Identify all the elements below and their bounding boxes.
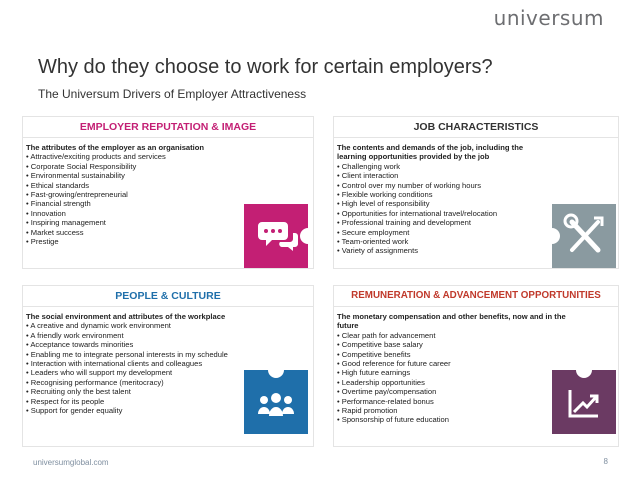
people-group-icon (244, 370, 308, 434)
list-item: • Leadership opportunities (337, 377, 425, 387)
universum-logo: universum (493, 6, 604, 30)
list-item: • Team-oriented work (337, 237, 409, 247)
list-item: • Interaction with international clients and colleagues (26, 359, 203, 369)
list-item: • Variety of assignments (337, 246, 419, 256)
page-title: Why do they choose to work for certain employers? (38, 56, 493, 78)
panel-lead: The monetary compensation and other benefits, now and in the future (337, 312, 566, 331)
list-item: • Attractive/exciting products and services (26, 152, 166, 162)
list-item: • Performance-related bonus (337, 396, 434, 406)
list-item: • Competitive base salary (337, 340, 423, 350)
page-number: 8 (603, 457, 608, 466)
panel-heading: JOB CHARACTERISTICS (334, 117, 618, 138)
list-item: • Inspiring management (26, 218, 106, 228)
list-item: • Recognising performance (meritocracy) (26, 377, 164, 387)
list-item: • Environmental sustainability (26, 171, 125, 181)
list-item: • Overtime pay/compensation (337, 387, 437, 397)
list-item: • A friendly work environment (26, 330, 124, 340)
list-item: • High future earnings (337, 368, 411, 378)
panel-lead: The social environment and attributes of the workplace (26, 312, 226, 321)
list-item: • Prestige (26, 237, 59, 247)
speech-bubbles-icon (244, 204, 308, 268)
list-item: • Recruiting only the best talent (26, 387, 131, 397)
list-item: • Ethical standards (26, 180, 90, 190)
list-item: • Secure employment (337, 227, 410, 237)
list-item: • Opportunities for international travel/relocation (337, 208, 498, 218)
growth-chart-icon (552, 370, 616, 434)
footer-site: universumglobal.com (33, 458, 109, 467)
list-item: • Rapid promotion (337, 406, 398, 416)
list-item: • Enabling me to integrate personal interests in my schedule (26, 349, 228, 359)
list-item: • A creative and dynamic work environment (26, 321, 171, 331)
page-subtitle: The Universum Drivers of Employer Attractiveness (38, 87, 307, 101)
list-item: • Support for gender equality (26, 406, 123, 416)
list-item: • High level of responsibility (337, 199, 430, 209)
list-item: • Innovation (26, 208, 66, 218)
panel-heading: EMPLOYER REPUTATION & IMAGE (23, 117, 313, 138)
list-item: • Leaders who will support my development (26, 368, 173, 378)
list-item: • Good reference for future career (337, 359, 451, 369)
panel-lead: The attributes of the employer as an organisation (26, 143, 205, 152)
panel-lead: The contents and demands of the job, including the learning opportunities provided by the job (337, 143, 524, 162)
list-item: • Client interaction (337, 171, 399, 181)
list-item: • Clear path for advancement (337, 330, 436, 340)
list-item: • Control over my number of working hours (337, 180, 482, 190)
tools-icon (552, 204, 616, 268)
panel-heading: REMUNERATION & ADVANCEMENT OPPORTUNITIES (334, 286, 618, 307)
list-item: • Challenging work (337, 161, 401, 171)
list-item: • Fast-growing/entrepreneurial (26, 190, 128, 200)
list-item: • Market success (26, 227, 84, 237)
list-item: • Sponsorship of future education (337, 415, 449, 425)
list-item: • Professional training and development (337, 218, 471, 228)
list-item: • Acceptance towards minorities (26, 340, 134, 350)
list-item: • Competitive benefits (337, 349, 411, 359)
list-item: • Flexible working conditions (337, 190, 433, 200)
list-item: • Financial strength (26, 199, 91, 209)
panel-heading: PEOPLE & CULTURE (23, 286, 313, 307)
list-item: • Corporate Social Responsibility (26, 161, 137, 171)
list-item: • Respect for its people (26, 396, 105, 406)
